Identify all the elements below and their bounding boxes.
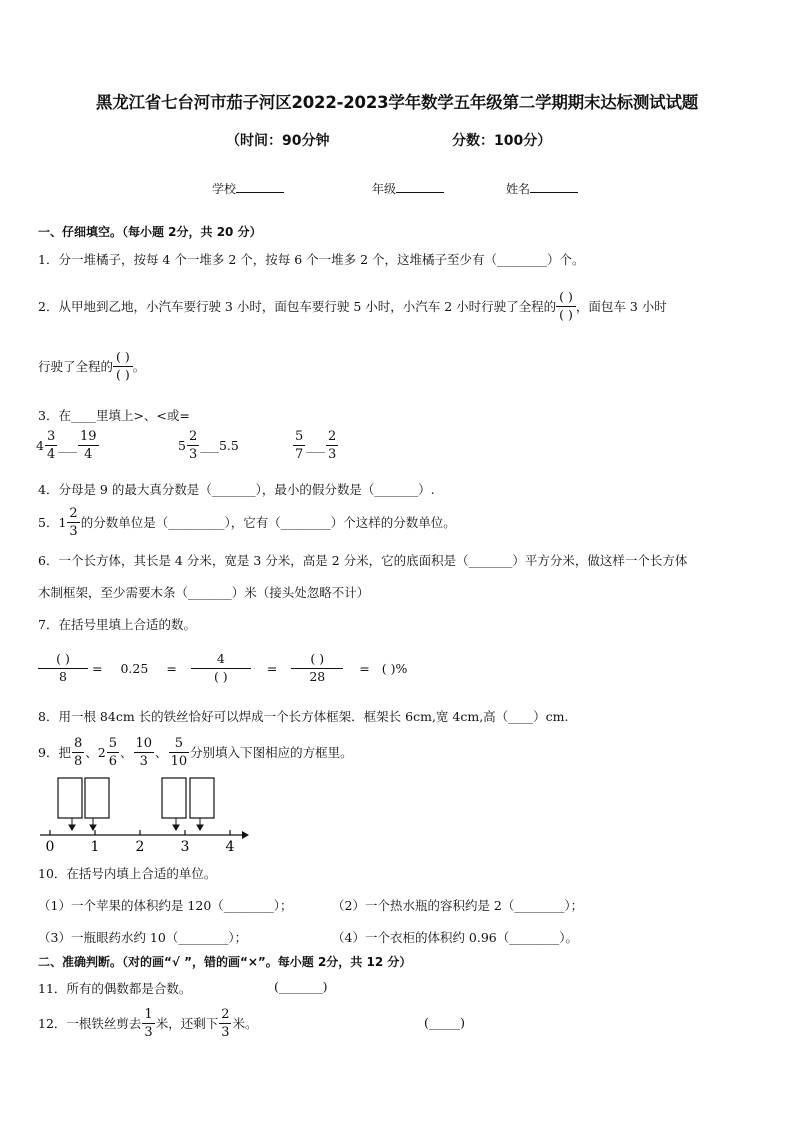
question-4: 4．分母是 9 的最大真分数是（_______），最小的假分数是（_______）.	[38, 482, 435, 497]
q7-frac1-den: 8	[59, 668, 67, 684]
q11-answer-blank[interactable]: (_______)	[274, 979, 328, 994]
q2-frac1-num: ( )	[556, 291, 576, 307]
axis-label-4: 4	[225, 839, 235, 854]
q3-item-2	[178, 430, 239, 461]
q7-frac1-num: ( )	[38, 653, 88, 669]
q7-frac3-den: 28	[309, 668, 326, 684]
section-heading-2: 二、准确判断。（对的画“√ ”，错的画“×”。每小题 2分，共 12 分）	[38, 955, 412, 969]
q9-f2-den: 6	[108, 753, 117, 769]
q9-f1-den: 8	[73, 753, 83, 769]
q3-3-blank[interactable]: ___	[306, 438, 326, 453]
q9-frac-4	[169, 737, 190, 768]
q3-3-num2: 2	[328, 429, 337, 444]
grade-field	[372, 180, 444, 197]
q2-frac2-num: ( )	[113, 351, 133, 367]
q3-item-1	[36, 430, 100, 461]
q3-3-den2: 3	[328, 447, 337, 462]
school-field	[212, 180, 284, 197]
q10-item-3: （3）一瓶眼药水约 10（________）；	[38, 930, 248, 945]
q9-f3-den: 3	[139, 753, 148, 769]
q12-f1-num: 1	[144, 1006, 153, 1022]
question-12	[38, 1003, 258, 1043]
question-2-line1	[38, 286, 667, 326]
q12-frac-2	[219, 1008, 231, 1039]
q3-3-num: 5	[295, 429, 304, 444]
q5-whole: 1	[58, 514, 67, 530]
page-title: 黑龙江省七台河市茄子河区2022-2023学年数学五年级第二学期期末达标测试试题	[95, 93, 699, 112]
number-line-figure	[36, 774, 256, 854]
axis-label-0: 0	[45, 839, 55, 854]
grade-blank[interactable]	[396, 180, 444, 193]
axis-label-2: 2	[135, 839, 145, 854]
q3-3-den: 7	[295, 447, 304, 462]
q10-item-1: （1）一个苹果的体积约是 120（________）；	[38, 898, 293, 913]
q5-num: 2	[69, 505, 78, 521]
grade-label: 年级	[372, 182, 397, 196]
q3-2-rhs: 5.5	[218, 438, 239, 453]
question-1: 1．分一堆橘子，按每 4 个一堆多 2 个，按每 6 个一堆多 2 个，这堆橘子至少有（________）个。	[38, 252, 585, 267]
answer-box-2[interactable]	[85, 778, 109, 818]
q5-den: 3	[69, 523, 78, 539]
exam-score: 分数：100分）	[452, 133, 552, 149]
question-2-fraction-blank-1[interactable]	[556, 291, 576, 321]
q3-3-fraction-rhs	[326, 430, 338, 461]
q3-1-fraction-rhs	[78, 430, 99, 461]
q7-eq-1: =	[92, 660, 103, 676]
q12-mid: 米，还剩下	[155, 1016, 219, 1031]
axis-ticks	[50, 830, 230, 835]
school-label: 学校	[212, 182, 237, 196]
axis-arrow-icon	[242, 831, 249, 839]
question-5	[38, 502, 456, 542]
q9-f1-num: 8	[73, 735, 83, 751]
q7-frac-3[interactable]	[291, 653, 343, 683]
question-2-line2	[38, 346, 145, 386]
question-2-fraction-blank-2[interactable]	[113, 351, 133, 381]
q5-post: 的分数单位是（_________），它有（________）个这样的分数单位。	[80, 515, 456, 530]
q7-equation	[38, 648, 407, 688]
question-3: 3．在____里填上>、<或=	[38, 408, 190, 423]
q3-2-num: 2	[188, 429, 198, 444]
question-11: 11．所有的偶数都是合数。	[38, 981, 192, 996]
answer-box-3[interactable]	[162, 778, 186, 818]
question-2-text-d: 。	[132, 359, 146, 374]
q9-pre: 9．把	[38, 745, 71, 760]
question-2-text-b: ，面包车 3 小时	[575, 299, 667, 314]
q7-frac-1[interactable]	[38, 653, 88, 683]
box-arrows	[69, 818, 203, 830]
name-field	[506, 180, 578, 197]
q3-1-den: 4	[46, 447, 56, 462]
q9-sep2: 、	[119, 745, 133, 760]
question-2-text-a: 2．从甲地到乙地，小汽车要行驶 3 小时，面包车要行驶 5 小时，小汽车 2 小时行驶了全程的	[38, 299, 557, 314]
q9-f4-num: 5	[169, 737, 190, 753]
q10-item-4: （4）一个衣柜的体积约 0.96（________）。	[332, 930, 579, 945]
q5-pre: 5．	[38, 515, 59, 530]
q9-f3-num: 10	[135, 735, 153, 751]
q9-f2-whole: 2	[97, 744, 106, 760]
q3-2-den: 3	[188, 447, 198, 462]
school-blank[interactable]	[236, 180, 284, 193]
question-2-text-c: 行驶了全程的	[38, 359, 114, 374]
q7-eq-3: =	[266, 660, 278, 676]
q7-percent-blank[interactable]: ( )%	[381, 660, 408, 676]
q3-2-fraction	[187, 430, 199, 461]
q12-f2-num: 2	[221, 1006, 230, 1022]
q12-post: 米。	[232, 1016, 258, 1031]
q12-frac-1	[142, 1008, 154, 1039]
q12-f2-den: 3	[221, 1024, 230, 1040]
q7-decimal: 0.25	[120, 660, 149, 676]
name-label: 姓名	[506, 182, 531, 196]
question-7: 7．在括号里填上合适的数。	[38, 617, 196, 632]
q3-2-blank[interactable]: ___	[200, 438, 219, 453]
q9-sep3: 、	[155, 745, 168, 760]
q9-sep1: 、	[85, 745, 98, 760]
q7-frac3-num: ( )	[291, 653, 343, 669]
answer-box-1[interactable]	[58, 778, 82, 818]
answer-box-4[interactable]	[190, 778, 214, 818]
q7-eq-2: =	[166, 660, 177, 676]
q7-eq-4: =	[359, 660, 370, 676]
q5-fraction	[67, 507, 79, 538]
q3-1-blank[interactable]: ___	[58, 438, 77, 453]
section-heading-1: 一、仔细填空。（每小题 2分，共 20 分）	[38, 225, 262, 239]
q9-post: 分别填入下图相应的方框里。	[190, 745, 353, 760]
q12-answer-blank[interactable]: (_____)	[424, 1015, 466, 1030]
q3-3-fraction	[293, 430, 305, 461]
q9-f4-den: 10	[170, 753, 188, 769]
q2-frac1-den: ( )	[559, 306, 573, 322]
axis-label-3: 3	[180, 839, 190, 854]
question-8: 8．用一根 84cm 长的铁丝恰好可以焊成一个长方体框架．框架长 6cm,宽 4cm,高（____）cm.	[38, 709, 569, 724]
question-6-line1: 6．一个长方体，其长是 4 分米，宽是 3 分米，高是 2 分米，它的底面积是（_______）平方分米，做这样一个长方体	[38, 553, 688, 568]
q12-pre: 12．一根铁丝剪去	[38, 1016, 142, 1031]
q12-f1-den: 3	[144, 1024, 153, 1040]
question-10: 10．在括号内填上合适的单位。	[38, 866, 217, 881]
q9-frac-2	[107, 737, 119, 768]
q3-item-3	[292, 430, 339, 461]
q7-frac2-den: ( )	[213, 668, 228, 684]
axis-label-1: 1	[90, 839, 100, 854]
question-9	[38, 732, 353, 772]
q3-1-num: 3	[46, 429, 56, 444]
q9-frac-3	[134, 737, 155, 768]
q3-1-den2: 4	[84, 447, 93, 462]
q9-f2-num: 5	[108, 735, 117, 751]
q10-item-2: （2）一个热水瓶的容积约是 2（________）；	[332, 898, 584, 913]
q3-1-whole: 4	[36, 438, 44, 453]
name-blank[interactable]	[530, 180, 578, 193]
question-6-line2: 木制框架，至少需要木条（_______）米（接头处忽略不计）	[38, 585, 370, 600]
q3-1-fraction	[45, 430, 57, 461]
q7-frac-2[interactable]	[191, 653, 251, 683]
q3-1-num2: 19	[79, 429, 97, 444]
exam-time: （时间：90分钟	[226, 133, 330, 149]
q9-frac-1	[72, 737, 84, 768]
q7-frac2-num: 4	[191, 653, 251, 669]
q3-2-whole: 5	[178, 438, 186, 453]
q2-frac2-den: ( )	[116, 366, 130, 382]
